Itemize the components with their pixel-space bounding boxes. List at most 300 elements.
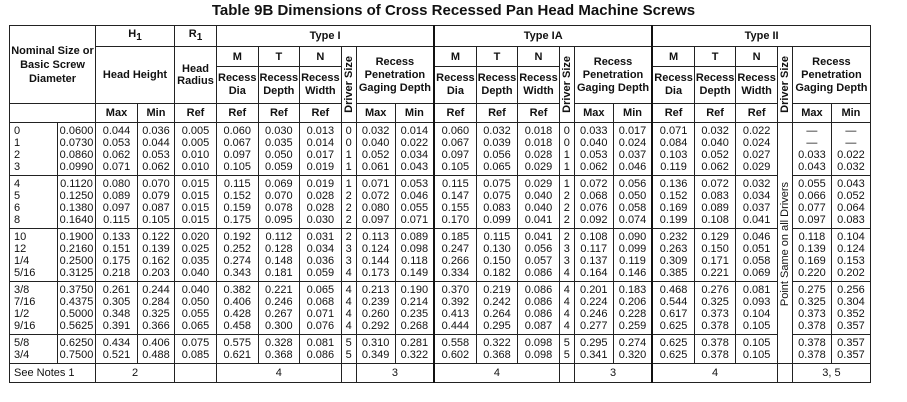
t1-pen-min-cell: 0.053 — [395, 176, 434, 191]
t1a-pen-min-cell: 0.046 — [613, 161, 652, 176]
t1-t-header: T — [258, 47, 300, 67]
t2-pen-max-cell: 0.220 — [792, 267, 831, 282]
basic-diameter-cell: 0.3750 — [58, 282, 96, 297]
basic-diameter-cell: 0.1250 — [58, 190, 96, 202]
t1a-t-header: T — [476, 47, 518, 67]
t1-pen-max-cell: 0.292 — [356, 320, 395, 335]
t1a-pen-max-cell: 0.295 — [574, 335, 613, 350]
t2-recess-depth-cell: 0.052 — [694, 149, 736, 161]
head-height-min-cell: 0.062 — [138, 161, 175, 176]
t1a-pen-min-cell: 0.146 — [613, 267, 652, 282]
basic-diameter-cell: 0.0730 — [58, 137, 96, 149]
t1a-pen-min-cell: 0.119 — [613, 255, 652, 267]
t2-recess-dia-cell: 0.152 — [652, 190, 694, 202]
note-head-radius — [175, 364, 217, 383]
head-radius-cell: 0.040 — [175, 267, 217, 282]
t1a-driver-size-cell: 3 — [559, 255, 574, 267]
note-t1a-pen: 3 — [574, 364, 652, 383]
t2-pen-min-cell: 0.357 — [831, 349, 870, 364]
t2-pen-min-cell: 0.256 — [831, 282, 870, 297]
t1a-driver-size-cell: 1 — [559, 176, 574, 191]
t1a-recess-width-cell: 0.029 — [518, 176, 560, 191]
t1a-pen-max-cell: 0.068 — [574, 190, 613, 202]
t1-recess-dia-cell: 0.252 — [217, 243, 259, 255]
t1a-recess-dia-cell: 0.067 — [434, 137, 476, 149]
t1a-recess-width-cell: 0.041 — [518, 229, 560, 244]
t2-recess-width-cell: 0.046 — [736, 229, 778, 244]
head-height-min-cell: 0.044 — [138, 137, 175, 149]
t1-driver-size-cell: 5 — [341, 349, 356, 364]
head-radius-cell: 0.010 — [175, 149, 217, 161]
t1-recess-depth-cell: 0.246 — [258, 296, 300, 308]
t1a-pen-min-cell: 0.050 — [613, 190, 652, 202]
notes-row — [10, 364, 871, 383]
t1a-pen-max-cell: 0.076 — [574, 202, 613, 214]
nominal-size-cell: 5/16 — [10, 267, 58, 282]
t1-recess-width-cell: 0.028 — [300, 202, 342, 214]
t1a-recess-width-cell: 0.086 — [518, 296, 560, 308]
t1a-recess-depth-cell: 0.295 — [476, 320, 518, 335]
t1a-recess-depth-cell: 0.032 — [476, 123, 518, 138]
t1a-pen-min-cell: 0.056 — [613, 176, 652, 191]
t1-driver-size-cell: 5 — [341, 335, 356, 350]
head-height-max-cell: 0.348 — [96, 308, 138, 320]
t1a-recess-depth-cell: 0.075 — [476, 190, 518, 202]
t1a-pen-min-cell: 0.058 — [613, 202, 652, 214]
t1-recess-width-cell: 0.014 — [300, 137, 342, 149]
t1-recess-dia-cell: 0.060 — [217, 123, 259, 138]
t1a-recess-width-cell: 0.057 — [518, 255, 560, 267]
t1a-recess-depth-cell: 0.242 — [476, 296, 518, 308]
table-row — [10, 267, 871, 282]
t1a-n-ref-header: Ref — [518, 104, 560, 123]
t2-recess-width-cell: 0.104 — [736, 308, 778, 320]
t1a-recess-dia-cell: 0.413 — [434, 308, 476, 320]
head-height-max-cell: 0.115 — [96, 214, 138, 229]
t1a-driver-size-cell: 2 — [559, 190, 574, 202]
t1a-recess-width-cell: 0.018 — [518, 123, 560, 138]
t2-recess-dia-cell: 0.263 — [652, 243, 694, 255]
t1a-recess-width-cell: 0.086 — [518, 282, 560, 297]
head-height-min-cell: 0.325 — [138, 308, 175, 320]
nominal-size-cell: 3/4 — [10, 349, 58, 364]
t2-recess-dia-cell: 0.136 — [652, 176, 694, 191]
t1a-recess-dia-cell: 0.334 — [434, 267, 476, 282]
head-radius-cell: 0.085 — [175, 349, 217, 364]
t1-n-ref-header: Ref — [300, 104, 342, 123]
type1-header: Type I — [217, 26, 435, 47]
t2-pen-max-cell: 0.169 — [792, 255, 831, 267]
r1-header: $R_1$ — [175, 26, 217, 47]
t1a-pen-min-cell: 0.274 — [613, 335, 652, 350]
t1-recess-width-cell: 0.081 — [300, 335, 342, 350]
t1a-recess-depth-cell: 0.368 — [476, 349, 518, 364]
t1-recess-dia-cell: 0.067 — [217, 137, 259, 149]
t1-pen-min-header: Min — [395, 104, 434, 123]
t1a-driver-size-cell: 0 — [559, 137, 574, 149]
head-height-max-cell: 0.062 — [96, 149, 138, 161]
t1a-recess-width-cell: 0.018 — [518, 137, 560, 149]
t2-pen-min-cell: 0.083 — [831, 214, 870, 229]
t2-recess-width-cell: 0.034 — [736, 190, 778, 202]
t1-recess-width-cell: 0.076 — [300, 320, 342, 335]
t1-recess-width-cell: 0.068 — [300, 296, 342, 308]
nominal-size-cell: 7/16 — [10, 296, 58, 308]
t1a-pen-max-cell: 0.246 — [574, 308, 613, 320]
t1-pen-min-cell: 0.071 — [395, 214, 434, 229]
t1a-recess-width-cell: 0.040 — [518, 190, 560, 202]
t1a-recess-dia-cell: 0.444 — [434, 320, 476, 335]
t2-recess-width-cell: 0.069 — [736, 267, 778, 282]
t1-recess-depth-header: Recess Depth — [258, 67, 300, 104]
t2-recess-dia-cell: 0.119 — [652, 161, 694, 176]
t1a-recess-depth-cell: 0.322 — [476, 335, 518, 350]
nominal-size-cell: 9/16 — [10, 320, 58, 335]
nominal-size-cell: 3 — [10, 161, 58, 176]
t1-recess-dia-cell: 0.105 — [217, 161, 259, 176]
t2-recess-dia-cell: 0.625 — [652, 349, 694, 364]
t1a-recess-depth-cell: 0.115 — [476, 229, 518, 244]
t1-recess-pen-header: Recess Penetration Gaging Depth — [356, 47, 434, 104]
t2-recess-depth-cell: 0.150 — [694, 243, 736, 255]
note-t2-recess: 4 — [652, 364, 777, 383]
t2-pen-min-cell: 0.022 — [831, 149, 870, 161]
basic-diameter-cell: 0.2500 — [58, 255, 96, 267]
t1-recess-width-header: Recess Width — [300, 67, 342, 104]
t1-recess-depth-cell: 0.148 — [258, 255, 300, 267]
t2-recess-width-cell: 0.024 — [736, 137, 778, 149]
t2-pen-min-header: Min — [831, 104, 870, 123]
head-radius-cell: 0.055 — [175, 308, 217, 320]
t2-pen-max-cell: 0.033 — [792, 149, 831, 161]
nominal-size-cell: 1 — [10, 137, 58, 149]
table-row — [10, 161, 871, 176]
t1a-recess-depth-cell: 0.130 — [476, 243, 518, 255]
nominal-blank-header — [10, 104, 96, 123]
basic-diameter-cell: 0.6250 — [58, 335, 96, 350]
t1a-pen-max-cell: 0.277 — [574, 320, 613, 335]
t1a-pen-max-cell: 0.108 — [574, 229, 613, 244]
t1a-driver-size-cell: 1 — [559, 149, 574, 161]
t1-driver-size-cell: 1 — [341, 161, 356, 176]
t2-recess-dia-cell: 0.232 — [652, 229, 694, 244]
basic-diameter-cell: 0.1120 — [58, 176, 96, 191]
head-height-min-cell: 0.162 — [138, 255, 175, 267]
t1a-recess-dia-cell: 0.170 — [434, 214, 476, 229]
t1a-recess-depth-header: Recess Depth — [476, 67, 518, 104]
t1-pen-max-cell: 0.113 — [356, 229, 395, 244]
dimensions-table — [9, 25, 871, 383]
note-t1-recess: 4 — [217, 364, 342, 383]
t1a-pen-min-cell: 0.228 — [613, 308, 652, 320]
t1-pen-min-cell: 0.214 — [395, 296, 434, 308]
t1-driver-size-cell: 0 — [341, 123, 356, 138]
t1a-driver-size-cell: 5 — [559, 335, 574, 350]
t2-pen-min-cell: 0.357 — [831, 320, 870, 335]
t2-recess-dia-header: Recess Dia — [652, 67, 694, 104]
t1a-pen-min-header: Min — [613, 104, 652, 123]
t1a-recess-dia-cell: 0.247 — [434, 243, 476, 255]
head-radius-cell: 0.040 — [175, 282, 217, 297]
type2-header: Type II — [652, 26, 870, 47]
t2-recess-width-cell: 0.081 — [736, 282, 778, 297]
head-height-max-cell: 0.071 — [96, 161, 138, 176]
t2-recess-depth-cell: 0.072 — [694, 176, 736, 191]
t1a-driver-size-cell: 0 — [559, 123, 574, 138]
t1-recess-dia-cell: 0.274 — [217, 255, 259, 267]
t1a-pen-max-cell: 0.224 — [574, 296, 613, 308]
t1-pen-min-cell: 0.322 — [395, 349, 434, 364]
basic-diameter-cell: 0.5000 — [58, 308, 96, 320]
note-t1-pen: 3 — [356, 364, 434, 383]
t2-recess-depth-cell: 0.378 — [694, 320, 736, 335]
t2-recess-width-cell: 0.058 — [736, 255, 778, 267]
t1-pen-max-cell: 0.260 — [356, 308, 395, 320]
t1a-recess-dia-cell: 0.392 — [434, 296, 476, 308]
t1a-recess-dia-cell: 0.266 — [434, 255, 476, 267]
t2-recess-width-cell: 0.027 — [736, 149, 778, 161]
t2-pen-min-cell: 0.104 — [831, 229, 870, 244]
t1a-recess-dia-cell: 0.115 — [434, 176, 476, 191]
t1-pen-max-cell: 0.040 — [356, 137, 395, 149]
head-height-min-cell: 0.122 — [138, 229, 175, 244]
nominal-size-cell: 3/8 — [10, 282, 58, 297]
head-radius-cell: 0.015 — [175, 202, 217, 214]
t2-pen-min-cell: 0.032 — [831, 161, 870, 176]
t1-pen-min-cell: 0.034 — [395, 149, 434, 161]
t1-recess-depth-cell: 0.112 — [258, 229, 300, 244]
t2-t-header: T — [694, 47, 736, 67]
t1a-recess-dia-header: Recess Dia — [434, 67, 476, 104]
t1-t-ref-header: Ref — [258, 104, 300, 123]
head-height-max-cell: 0.044 — [96, 123, 138, 138]
head-height-min-cell: 0.105 — [138, 214, 175, 229]
t1a-recess-width-cell: 0.086 — [518, 267, 560, 282]
t1-recess-depth-cell: 0.221 — [258, 282, 300, 297]
head-height-max-cell: 0.175 — [96, 255, 138, 267]
t2-recess-dia-cell: 0.544 — [652, 296, 694, 308]
head-radius-cell: 0.010 — [175, 161, 217, 176]
t2-recess-width-cell: 0.105 — [736, 349, 778, 364]
t2-pen-max-cell: 0.373 — [792, 308, 831, 320]
nominal-size-cell: 1/2 — [10, 308, 58, 320]
t1a-recess-width-cell: 0.098 — [518, 349, 560, 364]
t1-pen-min-cell: 0.149 — [395, 267, 434, 282]
t2-recess-dia-cell: 0.071 — [652, 123, 694, 138]
t2-pen-max-cell: 0.118 — [792, 229, 831, 244]
t2-recess-dia-cell: 0.625 — [652, 335, 694, 350]
t1a-pen-max-cell: 0.072 — [574, 176, 613, 191]
t2-pen-max-cell: 0.139 — [792, 243, 831, 255]
h1-header: $H_1$ — [96, 26, 175, 47]
t1-pen-max-cell: 0.032 — [356, 123, 395, 138]
t1a-recess-depth-cell: 0.056 — [476, 149, 518, 161]
table-row — [10, 149, 871, 161]
t1a-pen-min-cell: 0.090 — [613, 229, 652, 244]
notes-label: See Notes 1 — [10, 364, 96, 383]
t1-driver-size-cell: 4 — [341, 282, 356, 297]
t2-recess-width-cell: 0.037 — [736, 202, 778, 214]
t2-recess-depth-cell: 0.378 — [694, 349, 736, 364]
basic-diameter-cell: 0.5625 — [58, 320, 96, 335]
t1-pen-min-cell: 0.014 — [395, 123, 434, 138]
t1a-pen-min-cell: 0.037 — [613, 149, 652, 161]
t1a-driver-size-cell: 4 — [559, 267, 574, 282]
t1-recess-depth-cell: 0.030 — [258, 123, 300, 138]
t1a-pen-max-cell: 0.201 — [574, 282, 613, 297]
t1-recess-width-cell: 0.030 — [300, 214, 342, 229]
t2-recess-width-header: Recess Width — [736, 67, 778, 104]
head-height-max-cell: 0.080 — [96, 176, 138, 191]
t1-pen-max-header: Max — [356, 104, 395, 123]
table-body — [10, 123, 871, 364]
t1a-m-ref-header: Ref — [434, 104, 476, 123]
nominal-size-cell: 5 — [10, 190, 58, 202]
basic-diameter-cell: 0.0600 — [58, 123, 96, 138]
t1-recess-depth-cell: 0.070 — [258, 190, 300, 202]
t1a-recess-width-header: Recess Width — [518, 67, 560, 104]
table-title: Table 9B Dimensions of Cross Recessed Pan Head Machine Screws — [211, 2, 696, 19]
head-height-header: Head Height — [96, 47, 175, 104]
t1-pen-max-cell: 0.310 — [356, 335, 395, 350]
head-height-min-cell: 0.139 — [138, 243, 175, 255]
t1-recess-dia-cell: 0.343 — [217, 267, 259, 282]
head-radius-cell: 0.025 — [175, 243, 217, 255]
t1-pen-min-cell: 0.046 — [395, 190, 434, 202]
t1-driver-size-header: Driver Size — [341, 47, 356, 123]
nominal-size-cell: 12 — [10, 243, 58, 255]
t2-pen-min-cell: 0.052 — [831, 190, 870, 202]
t2-recess-width-cell: 0.029 — [736, 161, 778, 176]
t2-recess-depth-cell: 0.083 — [694, 190, 736, 202]
nominal-size-cell: 0 — [10, 123, 58, 138]
t1-recess-dia-header: Recess Dia — [217, 67, 259, 104]
t2-m-header: M — [652, 47, 694, 67]
t1a-pen-min-cell: 0.024 — [613, 137, 652, 149]
t2-n-ref-header: Ref — [736, 104, 778, 123]
t2-n-header: N — [736, 47, 778, 67]
table-row — [10, 243, 871, 255]
nominal-size-cell: 2 — [10, 149, 58, 161]
t1-recess-dia-cell: 0.428 — [217, 308, 259, 320]
t2-recess-dia-cell: 0.385 — [652, 267, 694, 282]
t1-recess-width-cell: 0.036 — [300, 255, 342, 267]
basic-diameter-cell: 0.4375 — [58, 296, 96, 308]
t2-recess-width-cell: 0.032 — [736, 176, 778, 191]
table-row — [10, 296, 871, 308]
table-row — [10, 176, 871, 191]
t1-pen-max-cell: 0.239 — [356, 296, 395, 308]
t1a-recess-width-cell: 0.098 — [518, 335, 560, 350]
t2-recess-depth-cell: 0.378 — [694, 335, 736, 350]
basic-diameter-cell: 0.0990 — [58, 161, 96, 176]
t1-recess-width-cell: 0.059 — [300, 267, 342, 282]
basic-diameter-cell: 0.7500 — [58, 349, 96, 364]
t1a-recess-depth-cell: 0.219 — [476, 282, 518, 297]
point-same-text: Point Same on all Drivers — [778, 181, 791, 307]
head-radius-cell: 0.065 — [175, 320, 217, 335]
note-head-height: 2 — [96, 364, 175, 383]
t1a-recess-width-cell: 0.041 — [518, 214, 560, 229]
nominal-size-cell: 10 — [10, 229, 58, 244]
t1a-driver-size-cell: 4 — [559, 308, 574, 320]
head-height-max-cell: 0.305 — [96, 296, 138, 308]
head-height-max-cell: 0.434 — [96, 335, 138, 350]
t1-pen-max-cell: 0.052 — [356, 149, 395, 161]
t1-recess-depth-cell: 0.267 — [258, 308, 300, 320]
t2-pen-max-cell: 0.077 — [792, 202, 831, 214]
t1a-recess-dia-cell: 0.060 — [434, 123, 476, 138]
t2-recess-dia-cell: 0.199 — [652, 214, 694, 229]
t2-pen-max-cell: 0.378 — [792, 335, 831, 350]
t2-pen-max-cell: — — [792, 137, 831, 149]
t1-recess-width-cell: 0.031 — [300, 229, 342, 244]
t1-m-ref-header: Ref — [217, 104, 259, 123]
head-height-min-cell: 0.036 — [138, 123, 175, 138]
table-row — [10, 282, 871, 297]
t1-pen-min-cell: 0.043 — [395, 161, 434, 176]
head-height-min-cell: 0.079 — [138, 190, 175, 202]
nominal-size-cell: 5/8 — [10, 335, 58, 350]
t1a-recess-depth-cell: 0.075 — [476, 176, 518, 191]
t1-pen-min-cell: 0.098 — [395, 243, 434, 255]
t2-pen-min-cell: 0.124 — [831, 243, 870, 255]
t1-recess-depth-cell: 0.300 — [258, 320, 300, 335]
basic-diameter-cell: 0.1380 — [58, 202, 96, 214]
basic-diameter-cell: 0.0860 — [58, 149, 96, 161]
t1a-pen-max-cell: 0.040 — [574, 137, 613, 149]
t2-pen-max-cell: 0.275 — [792, 282, 831, 297]
head-height-min-cell: 0.203 — [138, 267, 175, 282]
t1-pen-max-cell: 0.071 — [356, 176, 395, 191]
note-t1a-recess: 4 — [434, 364, 559, 383]
t1a-driver-size-cell: 2 — [559, 229, 574, 244]
t2-recess-dia-cell: 0.084 — [652, 137, 694, 149]
table-row — [10, 214, 871, 229]
t1-pen-min-cell: 0.281 — [395, 335, 434, 350]
table-row — [10, 320, 871, 335]
head-height-min-cell: 0.406 — [138, 335, 175, 350]
table-row — [10, 137, 871, 149]
table-row — [10, 308, 871, 320]
t1a-recess-depth-cell: 0.264 — [476, 308, 518, 320]
t2-m-ref-header: Ref — [652, 104, 694, 123]
t1-driver-size-cell: 3 — [341, 243, 356, 255]
t1a-recess-width-cell: 0.087 — [518, 320, 560, 335]
table-row — [10, 229, 871, 244]
t1a-recess-width-cell: 0.029 — [518, 161, 560, 176]
head-height-max-cell: 0.151 — [96, 243, 138, 255]
t1a-driver-size-cell: 2 — [559, 214, 574, 229]
note-t2-pen: 3, 5 — [792, 364, 870, 383]
t1-pen-min-cell: 0.055 — [395, 202, 434, 214]
nominal-size-cell: 6 — [10, 202, 58, 214]
t1a-driver-size-cell: 4 — [559, 296, 574, 308]
t1a-pen-max-cell: 0.164 — [574, 267, 613, 282]
t1-driver-size-cell: 4 — [341, 267, 356, 282]
t1-driver-size-cell: 2 — [341, 202, 356, 214]
t1-recess-width-cell: 0.034 — [300, 243, 342, 255]
t2-pen-min-cell: 0.304 — [831, 296, 870, 308]
t2-recess-pen-header: Recess Penetration Gaging Depth — [792, 47, 870, 104]
head-radius-cell: 0.015 — [175, 190, 217, 202]
head-radius-cell: 0.005 — [175, 123, 217, 138]
t1-pen-min-cell: 0.268 — [395, 320, 434, 335]
t1-recess-width-cell: 0.019 — [300, 161, 342, 176]
t1-driver-size-cell: 4 — [341, 320, 356, 335]
head-radius-cell: 0.035 — [175, 255, 217, 267]
head-height-min-cell: 0.488 — [138, 349, 175, 364]
